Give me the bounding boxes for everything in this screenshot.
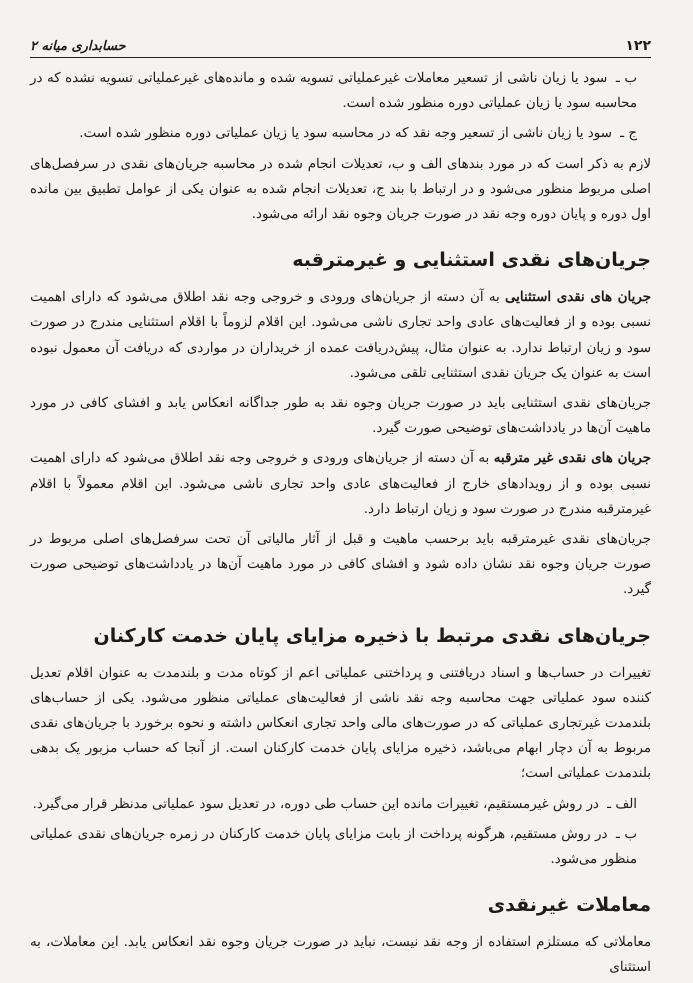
section-heading-non-cash: معاملات غیرنقدی bbox=[487, 894, 651, 917]
end-of-service-item-alef bbox=[30, 792, 651, 817]
item-marker: ج ـ bbox=[620, 126, 637, 142]
extraordinary-flows-paragraph bbox=[30, 446, 651, 522]
section-heading-end-of-service: جریان‌های نقدی مرتبط با ذخیره مزایای پایان خدمت کارکنان bbox=[93, 624, 651, 647]
page-number: ۱۲۲ bbox=[625, 38, 651, 54]
item-marker: ب ـ bbox=[615, 71, 637, 86]
exceptional-flows-paragraph bbox=[30, 285, 651, 386]
end-of-service-item-be bbox=[30, 822, 651, 872]
item-text: سود یا زیان ناشی از تسعیر معاملات غیرعملیاتی تسویه شده و مانده‌های غیرعملیاتی تسویه نشده که در محاسبه سود یا زیان عملیاتی دوره منظور شده است. bbox=[30, 71, 637, 112]
intro-item-b bbox=[30, 66, 651, 116]
item-text: در روش مستقیم، هرگونه پرداخت از بابت مزایای پایان خدمت کارکنان در زمره جریان‌های نقدی عملیاتی منظور می‌شود. bbox=[30, 826, 637, 868]
page-header bbox=[30, 38, 651, 58]
item-text: سود یا زیان ناشی از تسعیر وجه نقد که در محاسبه سود یا زیان عملیاتی دوره منظور شده است. bbox=[79, 126, 612, 142]
intro-item-c bbox=[30, 121, 651, 146]
paragraph-text: به آن دسته از جریان‌های ورودی و خروجی وجه نقد اطلاق می‌شود که دارای اهمیت نسبی بوده و از فعالیت‌های عادی واحد تجاری ناشی می‌شود. این اقلام لزوماً با اقلام استثنایی مندرج در صورت سود و زیان ارتباط ندارد. به عنوان مثال، پیش‌دریافت عمده از خریداران در مواردی که دریافت آن معمول نبوده است به عنوان یک جریان نقدی استثنایی تلقی می‌شود. bbox=[30, 290, 651, 381]
term-extraordinary: جریان‌ های نقدی غیر مترقبه bbox=[493, 450, 651, 467]
non-cash-paragraph: معاملاتی که مستلزم استفاده از وجه نقد نیست، نباید در صورت جریان وجوه نقد انعکاس یابد. این معاملات، به استثنای bbox=[30, 935, 651, 976]
exceptional-disclosure-paragraph: جریان‌های نقدی استثنایی باید در صورت جریان وجوه نقد به طور جداگانه انعکاس یابد و افشای کافی در مورد ماهیت آن‌ها در یادداشت‌های توضیحی صورت گیرد. bbox=[30, 396, 651, 437]
item-marker: الف ـ bbox=[607, 796, 637, 812]
running-title: حسابداری میانه ۲ bbox=[30, 39, 126, 54]
extraordinary-disclosure-paragraph: جریان‌های نقدی غیرمترقبه باید برحسب ماهیت و قبل از آثار مالیاتی آن تحت سرفصل‌های اصلی مربوط در صورت جریان وجوه نقد نشان داده شود و افشای کافی در مورد ماهیت آن‌ها در یادداشت‌های توضیحی صورت گیرد. bbox=[30, 532, 651, 598]
item-text: در روش غیرمستقیم، تغییرات مانده این حساب طی دوره، در تعدیل سود عملیاتی مدنظر قرار می‌گیرد. bbox=[32, 796, 599, 812]
section-heading-exceptional-flows: جریان‌های نقدی استثنایی و غیرمترقبه bbox=[292, 249, 651, 272]
item-marker: ب ـ bbox=[615, 826, 637, 842]
intro-note-paragraph: لازم به ذکر است که در مورد بندهای الف و ب، تعدیلات انجام شده در محاسبه جریان‌های نقدی در سرفصل‌های اصلی مربوط منظور می‌شود و در ارتباط با بند ج، تعدیلات انجام شده به عنوان یکی از عوامل تطبیق بین مانده اول دوره و پایان دوره وجه نقد در صورت جریان وجوه نقد ارائه می‌شود. bbox=[30, 156, 651, 223]
end-of-service-paragraph: تغییرات در حساب‌ها و اسناد دریافتنی و پرداختنی عملیاتی اعم از کوتاه مدت و بلندمدت به عنوان اقلام تعدیل کننده سود عملیاتی جهت محاسبه وجه نقد ناشی از فعالیت‌های عملیاتی منظور می‌شود. یکی از حساب‌های بلندمدت غیرتجاری عملیاتی که در صورت‌های مالی واحد تجاری انعکاس داشته و نحوه برخورد با جریان‌های نقدی مربوط به آن دچار ابهام می‌باشد، ذخیره مزایای پایان خدمت کارکنان است. از آنجا که حساب مزبور یک بدهی بلندمدت عملیاتی است؛ bbox=[30, 665, 651, 782]
paragraph-text: به آن دسته از جریان‌های ورودی و خروجی وجه نقد اطلاق می‌شود که دارای اهمیت نسبی بوده و از رویدادهای خارج از فعالیت‌های عادی واحد تجاری ناشی می‌شود. این اقلام معمولاً با اقلام غیرمترقبه مندرج در صورت سود و زیان ارتباط دارد. bbox=[30, 451, 651, 517]
term-exceptional: جریان‌ های نقدی استثنایی bbox=[505, 289, 651, 306]
